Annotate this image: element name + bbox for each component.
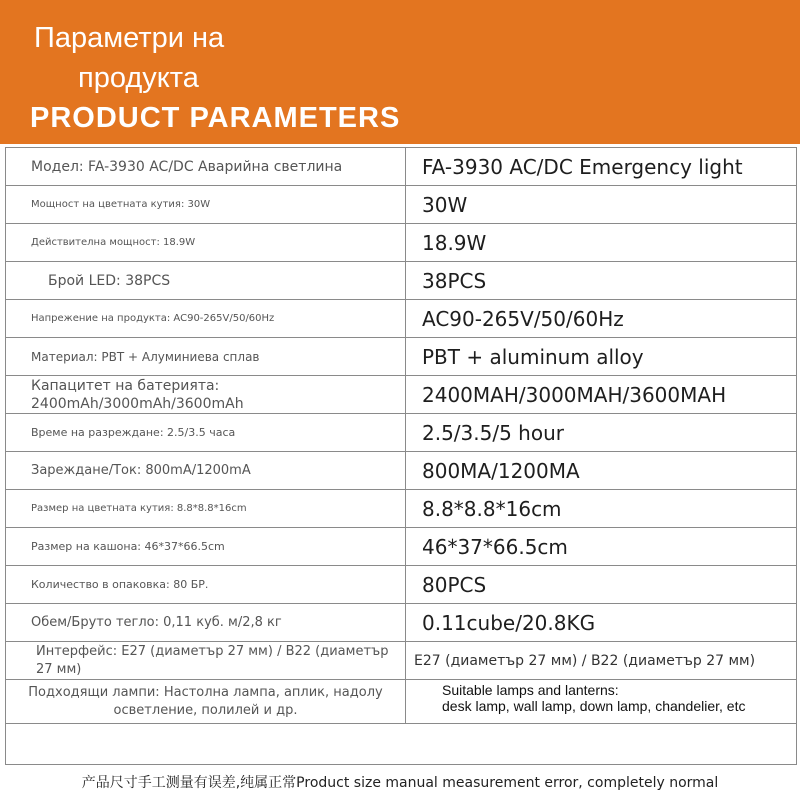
- param-label: Време на разреждане: 2.5/3.5 часа: [6, 414, 406, 451]
- table-row: [6, 338, 796, 376]
- blank-row: [6, 724, 796, 765]
- param-value: 8.8*8.8*16cm: [422, 496, 562, 521]
- title-bg-line1: Параметри на: [34, 22, 225, 54]
- table-row: [6, 300, 796, 338]
- param-label: Материал: PBT + Алуминиева сплав: [6, 338, 406, 375]
- param-value: 18.9W: [422, 230, 487, 255]
- footer-note: 产品尺寸手工测量有误差,纯属正常Product size manual measurement error, completely normal: [81, 775, 719, 791]
- table-row: [6, 490, 796, 528]
- table-row: [6, 224, 796, 262]
- param-value: 2.5/3.5/5 hour: [422, 420, 564, 445]
- table-row: [6, 262, 796, 300]
- param-value: 30W: [422, 192, 468, 217]
- param-label: Действителна мощност: 18.9W: [6, 224, 406, 261]
- param-label: Напрежение на продукта: AC90-265V/50/60Hz: [6, 300, 406, 337]
- param-label: Зареждане/Ток: 800mA/1200mA: [6, 452, 406, 489]
- table-row: [6, 566, 796, 604]
- table-row: [6, 642, 796, 680]
- title-en: PRODUCT PARAMETERS: [30, 102, 401, 134]
- param-value: 0.11cube/20.8KG: [422, 610, 596, 635]
- param-value: 800MA/1200MA: [422, 458, 580, 483]
- param-label: Брой LED: 38PCS: [6, 262, 406, 299]
- param-value: FA-3930 AC/DC Emergency light: [422, 154, 743, 179]
- title-bg-line2: продукта: [78, 62, 199, 94]
- param-value: 46*37*66.5cm: [422, 534, 568, 559]
- table-row: [6, 376, 796, 414]
- param-label: Количество в опаковка: 80 БР.: [6, 566, 406, 603]
- param-value: 80PCS: [422, 572, 487, 597]
- table-row: [6, 148, 796, 186]
- parameters-table: [5, 147, 797, 765]
- table-row: [6, 680, 796, 724]
- param-label: Интерфейс: E27 (диаметър 27 мм) / B22 (диаметър 27 мм): [6, 642, 406, 679]
- param-value: AC90-265V/50/60Hz: [422, 306, 624, 331]
- param-value-line1: Suitable lamps and lanterns:: [442, 682, 619, 698]
- table-row: [6, 604, 796, 642]
- param-label: Модел: FA-3930 AC/DC Аварийна светлина: [6, 148, 406, 185]
- param-label: Обем/Бруто тегло: 0,11 куб. м/2,8 кг: [6, 604, 406, 641]
- table-row: [6, 528, 796, 566]
- param-label: Капацитет на батерията: 2400mAh/3000mAh/3600mAh: [6, 376, 406, 413]
- table-row: [6, 452, 796, 490]
- param-value-line2: desk lamp, wall lamp, down lamp, chandelier, etc: [442, 698, 746, 714]
- param-value: E27 (диаметър 27 мм) / B22 (диаметър 27 мм): [414, 652, 756, 669]
- header-banner: [0, 0, 800, 144]
- param-value: PBT + aluminum alloy: [422, 344, 644, 369]
- param-value: [406, 680, 796, 723]
- param-label: Размер на кашона: 46*37*66.5cm: [6, 528, 406, 565]
- param-label: Мощност на цветната кутия: 30W: [6, 186, 406, 223]
- param-value: 38PCS: [422, 268, 487, 293]
- param-label: Подходящи лампи: Настолна лампа, аплик, надолу осветление, полилей и др.: [6, 680, 406, 723]
- table-row: [6, 186, 796, 224]
- param-label: Размер на цветната кутия: 8.8*8.8*16cm: [6, 490, 406, 527]
- param-value: 2400MAH/3000MAH/3600MAH: [422, 382, 727, 407]
- table-row: [6, 414, 796, 452]
